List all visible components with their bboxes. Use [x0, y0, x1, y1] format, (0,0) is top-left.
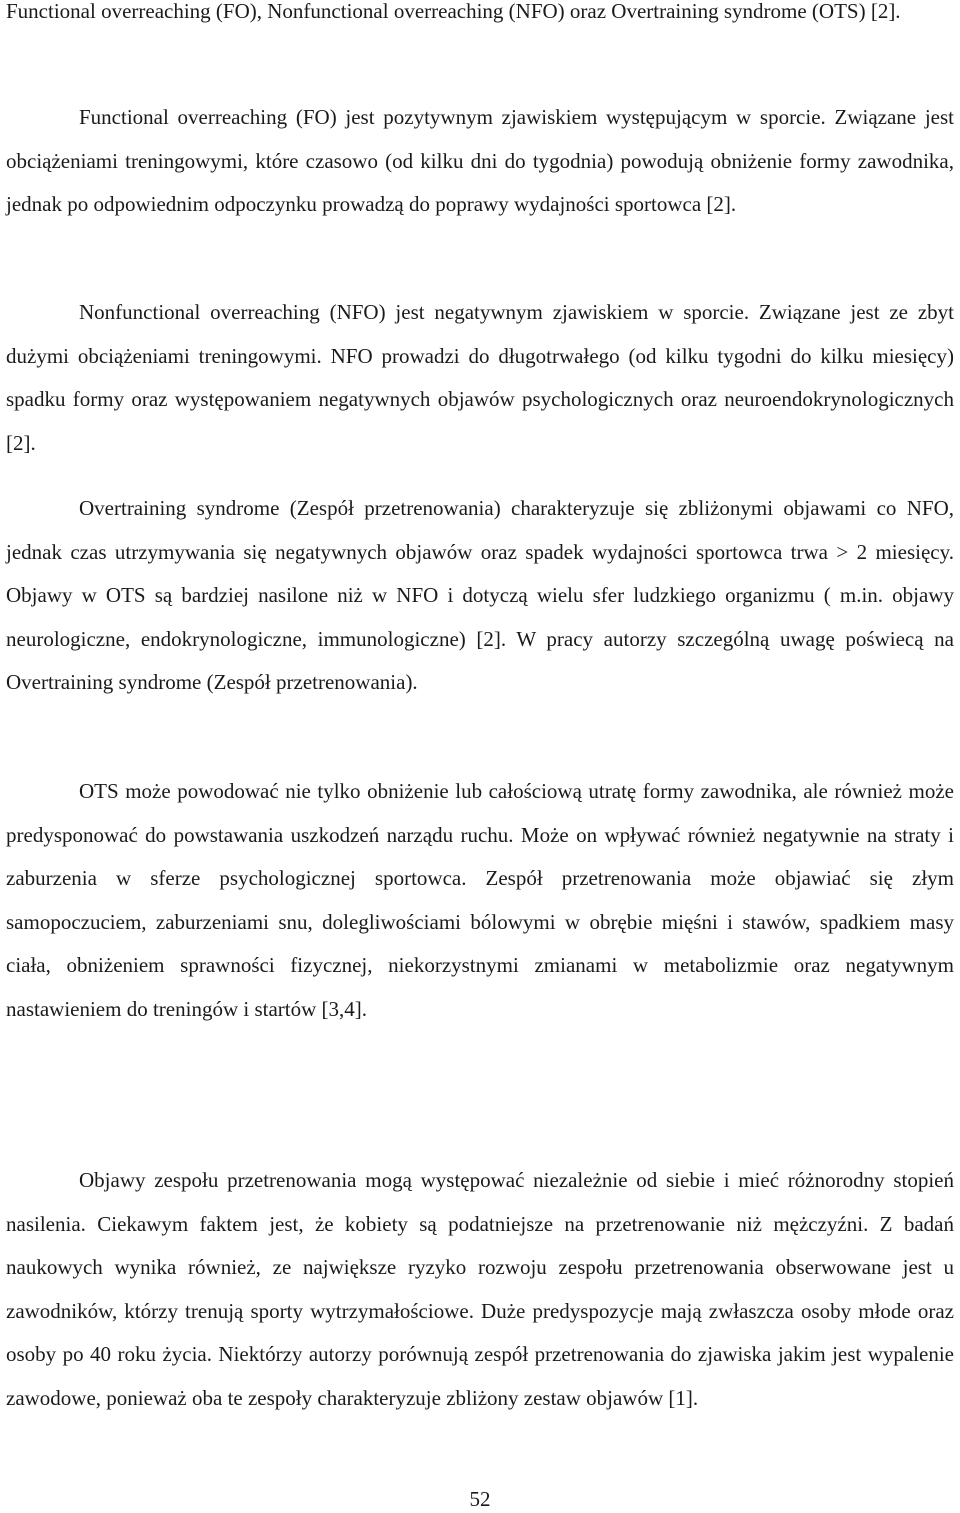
page-number: 52: [469, 1487, 491, 1511]
paragraph-4: Overtraining syndrome (Zespół przetrenowania) charakteryzuje się zbliżonymi objawami co NFO, jednak czas utrzymywania się negatywnych objawów oraz spadek wydajności sportowca trwa > 2 miesięcy. Objawy w OTS są bardziej nasilone niż w NFO i dotyczą wielu sfer ludzkiego organizmu ( m.in. objawy neurologiczne, endokrynologiczne, immunologiczne) [2]. W pracy autorzy szczególną uwagę poświecą na Overtraining syndrome (Zespół przetrenowania).: [6, 496, 954, 694]
paragraph-1: Functional overreaching (FO), Nonfunctional overreaching (NFO) oraz Overtraining syndrome (OTS) [2].: [6, 0, 901, 23]
paragraph-2: Functional overreaching (FO) jest pozytywnym zjawiskiem występującym w sporcie. Związane jest obciążeniami treningowymi, które czasowo (od kilku dni do tygodnia) powodują obniżenie formy zawodnika, jednak po odpowiednim odpoczynku prowadzą do poprawy wydajności sportowca [2].: [6, 105, 954, 216]
paragraph-5: OTS może powodować nie tylko obniżenie lub całościową utratę formy zawodnika, ale również może predysponować do powstawania uszkodzeń narządu ruchu. Może on wpływać również negatywnie na straty i zaburzenia w sferze psychologicznej sportowca. Zespół przetrenowania może objawiać się złym samopoczuciem, zaburzeniami snu, dolegliwościami bólowymi w obrębie mięśni i stawów, spadkiem masy ciała, obniżeniem sprawności fizycznej, niekorzystnymi zmianami w metabolizmie oraz negatywnym nastawieniem do treningów i startów [3,4].: [6, 779, 954, 1021]
paragraph-6: Objawy zespołu przetrenowania mogą występować niezależnie od siebie i mieć różnorodny stopień nasilenia. Ciekawym faktem jest, że kobiety są podatniejsze na przetrenowanie niż mężczyźni. Z badań naukowych wynika również, ze największe ryzyko rozwoju zespołu przetrenowania obserwowane jest u zawodników, którzy trenują sporty wytrzymałościowe. Duże predyspozycje mają zwłaszcza osoby młode oraz osoby po 40 roku życia. Niektórzy autorzy porównują zespół przetrenowania do zjawiska jakim jest wypalenie zawodowe, ponieważ oba te zespoły charakteryzuje zbliżony zestaw objawów [1].: [6, 1168, 954, 1410]
paragraph-3: Nonfunctional overreaching (NFO) jest negatywnym zjawiskiem w sporcie. Związane jest ze zbyt dużymi obciążeniami treningowymi. NFO prowadzi do długotrwałego (od kilku tygodni do kilku miesięcy) spadku formy oraz występowaniem negatywnych objawów psychologicznych oraz neuroendokrynologicznych [2].: [6, 300, 954, 455]
